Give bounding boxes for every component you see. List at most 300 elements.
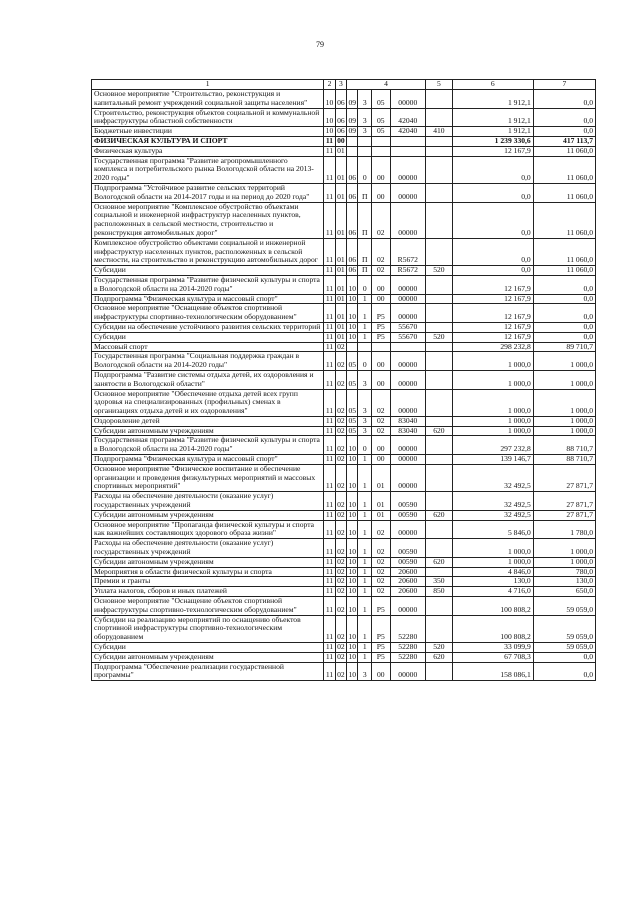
table-row	[92, 156, 596, 183]
section-code-cell: 11	[324, 352, 335, 371]
amount-col6-cell: 12 167,9	[452, 304, 533, 323]
table-row	[92, 352, 596, 371]
program-code-cell: 10	[347, 539, 358, 558]
subsection-code-cell: 01	[337, 294, 345, 303]
direction-code-cell: 00590	[390, 539, 425, 558]
row-name-cell: Субсидии	[92, 643, 324, 653]
direction-code-cell: 00000	[390, 304, 425, 323]
column-header-3: 3	[335, 80, 346, 90]
direction-code-cell	[390, 342, 425, 352]
table-row	[92, 342, 596, 352]
direction-code-cell: 42040	[390, 127, 425, 137]
amount-col6-cell: 0,0	[452, 238, 533, 265]
expense-type-cell	[425, 294, 452, 304]
program-code-cell: 05	[348, 426, 357, 435]
subsection-code-cell: 01	[337, 146, 345, 155]
section-code-cell: 11	[324, 294, 335, 304]
direction-code-cell: 00000	[390, 389, 425, 416]
expense-type-cell: 520	[425, 643, 452, 653]
direction-code-cell: 00000	[390, 90, 425, 109]
amount-col6-cell: 33 099,9	[452, 643, 533, 653]
column-header-4: 4	[347, 80, 426, 90]
expense-type-cell	[425, 156, 452, 183]
section-code-cell: 11	[324, 652, 335, 662]
section-code-cell: 11	[324, 510, 335, 520]
subsection-code-cell: 01	[335, 202, 346, 238]
subsection-code-cell: 00	[337, 136, 345, 145]
subsection-code-cell: 01	[335, 275, 346, 294]
row-name-cell: Субсидии	[92, 266, 324, 276]
section-code-cell: 11	[324, 389, 335, 416]
activity-code-cell: 02	[371, 567, 390, 577]
table-body	[92, 90, 596, 681]
row-name-cell: Основное мероприятие "Оснащение объектов спортивной инфраструктуры спортивно-технологическим оборудованием"	[92, 304, 324, 323]
subsection-code-cell: 02	[337, 576, 345, 586]
subprogram-code-cell: 3	[358, 416, 371, 426]
subprogram-code-cell: 1	[358, 587, 371, 597]
amount-col7-cell: 1 000,0	[533, 426, 595, 436]
expense-type-cell	[425, 238, 452, 265]
expense-type-cell	[425, 389, 452, 416]
section-code-cell: 11	[324, 662, 335, 681]
subsection-code-cell: 01	[335, 238, 346, 265]
row-name-cell: Физическая культура	[92, 146, 324, 156]
activity-code-cell: 05	[371, 127, 390, 137]
table-row	[92, 577, 596, 587]
program-code-cell: 05	[347, 370, 358, 389]
activity-code-cell: 01	[371, 464, 390, 491]
program-code-cell: 10	[347, 520, 358, 539]
subprogram-code-cell: П	[358, 266, 371, 276]
subsection-code-cell: 02	[335, 436, 346, 455]
activity-code-cell: 00	[371, 183, 390, 202]
activity-code-cell: P5	[371, 652, 390, 662]
program-code-cell: 10	[347, 275, 358, 294]
activity-code-cell: 01	[371, 492, 390, 511]
direction-code-cell: R5672	[390, 238, 425, 265]
section-code-cell: 11	[324, 520, 335, 539]
expense-type-cell	[425, 597, 452, 616]
activity-code-cell: 00	[371, 275, 390, 294]
direction-code-cell: 52280	[390, 652, 425, 662]
section-code-cell: 11	[324, 183, 335, 202]
amount-col7-cell: 88 710,7	[533, 436, 595, 455]
subsection-code-cell: 06	[337, 126, 345, 136]
direction-code-cell: 00000	[390, 662, 425, 681]
program-code-cell: 10	[348, 294, 357, 303]
table-row	[92, 294, 596, 304]
subprogram-code-cell: 1	[358, 643, 371, 653]
subprogram-code-cell: П	[358, 183, 371, 202]
expense-type-cell	[425, 322, 452, 332]
direction-code-cell: 83040	[390, 416, 425, 426]
direction-code-cell: 00000	[390, 202, 425, 238]
column-header-7: 7	[533, 80, 595, 90]
direction-code-cell: 00590	[390, 510, 425, 520]
activity-code-cell: 00	[371, 352, 390, 371]
subprogram-code-cell: 1	[358, 520, 371, 539]
table-row	[92, 587, 596, 597]
page-number: 79	[316, 40, 324, 49]
section-code-cell: 11	[324, 202, 335, 238]
expense-type-cell	[425, 615, 452, 642]
section-code-cell: 11	[324, 332, 335, 342]
expense-type-cell: 850	[425, 587, 452, 597]
subprogram-code-cell	[358, 146, 371, 156]
subsection-code-cell: 01	[337, 265, 345, 275]
activity-code-cell: 00	[371, 294, 390, 304]
direction-code-cell: 42040	[390, 108, 425, 127]
subsection-code-cell: 02	[337, 567, 345, 576]
direction-code-cell: 20600	[390, 577, 425, 587]
row-name-cell: Подпрограмма "Физическая культура и массовый спорт"	[92, 455, 324, 465]
expense-type-cell	[425, 108, 452, 127]
section-code-cell: 11	[324, 146, 335, 156]
section-code-cell: 11	[324, 436, 335, 455]
expense-type-cell: 410	[425, 127, 452, 137]
amount-col7-cell: 0,0	[533, 662, 595, 681]
activity-code-cell: 00	[371, 436, 390, 455]
program-code-cell: 10	[348, 586, 357, 596]
direction-code-cell: 00000	[390, 294, 425, 304]
program-code-cell: 10	[348, 642, 357, 652]
amount-col6-cell: 12 167,9	[452, 275, 533, 294]
activity-code-cell: 00	[371, 455, 390, 465]
program-code-cell: 10	[347, 492, 358, 511]
table-row	[92, 304, 596, 323]
row-name-cell: Государственная программа "Развитие агропромышленного комплекса и потребительского рынка Вологодской области на 2013-2020 годы"	[92, 156, 324, 183]
activity-code-cell: P5	[371, 615, 390, 642]
row-name-cell: Расходы на обеспечение деятельности (оказание услуг) государственных учреждений	[92, 539, 324, 558]
program-code-cell: 10	[348, 652, 357, 661]
activity-code-cell: P5	[371, 322, 390, 332]
amount-col6-cell: 0,0	[452, 266, 533, 276]
table-row	[92, 539, 596, 558]
row-name-cell: Подпрограмма "Устойчивое развитие сельских территорий Вологодской области на 2014-2017 годы и на период до 2020 года"	[92, 183, 324, 202]
amount-col6-cell: 0,0	[452, 183, 533, 202]
row-name-cell: ФИЗИЧЕСКАЯ КУЛЬТУРА И СПОРТ	[92, 136, 324, 146]
amount-col7-cell: 650,0	[533, 587, 595, 597]
subsection-code-cell: 02	[335, 492, 346, 511]
table-row	[92, 275, 596, 294]
expense-type-cell	[425, 416, 452, 426]
activity-code-cell: 01	[371, 510, 390, 520]
section-code-cell: 11	[324, 455, 335, 465]
program-code-cell: 05	[347, 352, 358, 371]
subsection-code-cell: 02	[337, 416, 345, 425]
amount-col7-cell: 0,0	[533, 127, 595, 137]
subsection-code-cell: 02	[337, 510, 345, 519]
activity-code-cell: 02	[371, 587, 390, 597]
program-code-cell: 06	[347, 202, 358, 238]
section-code-cell: 11	[324, 370, 335, 389]
subsection-code-cell: 02	[335, 520, 346, 539]
amount-col6-cell: 1 000,0	[452, 426, 533, 436]
program-code-cell: 10	[348, 332, 357, 341]
expense-type-cell	[425, 455, 452, 465]
subsection-code-cell: 02	[337, 586, 345, 596]
table-row	[92, 492, 596, 511]
amount-col7-cell: 11 060,0	[533, 266, 595, 276]
expense-type-cell: 620	[425, 510, 452, 520]
program-code-cell: 10	[348, 510, 357, 519]
activity-code-cell: 02	[371, 520, 390, 539]
expense-type-cell	[425, 539, 452, 558]
section-code-cell: 11	[324, 322, 335, 332]
amount-col7-cell: 11 060,0	[533, 202, 595, 238]
amount-col7-cell: 1 000,0	[533, 389, 595, 416]
subprogram-code-cell: 1	[358, 577, 371, 587]
column-header-5: 5	[425, 80, 452, 90]
table-row	[92, 662, 596, 681]
row-name-cell: Государственная программа "Развитие физической культуры и спорта в Вологодской области на 2014-2020 годы"	[92, 275, 324, 294]
row-name-cell: Основное мероприятие "Пропаганда физической культуры и спорта как важнейших составляющих здорового образа жизни"	[92, 520, 324, 539]
expense-type-cell	[425, 492, 452, 511]
program-code-cell: 05	[347, 389, 358, 416]
direction-code-cell: 83040	[390, 426, 425, 436]
amount-col6-cell: 298 232,8	[452, 342, 533, 352]
subsection-code-cell: 02	[337, 642, 345, 652]
table-row	[92, 597, 596, 616]
table-row	[92, 202, 596, 238]
section-code-cell: 11	[324, 304, 335, 323]
subsection-code-cell: 02	[335, 370, 346, 389]
amount-col6-cell: 100 808,2	[452, 615, 533, 642]
amount-col6-cell: 139 146,7	[452, 455, 533, 465]
table-row	[92, 557, 596, 567]
table-row	[92, 90, 596, 109]
program-code-cell: 05	[348, 416, 357, 425]
program-code-cell: 06	[347, 183, 358, 202]
activity-code-cell: 00	[371, 662, 390, 681]
row-name-cell: Субсидии автономным учреждениям	[92, 652, 324, 662]
direction-code-cell: 55670	[390, 332, 425, 342]
row-name-cell: Основное мероприятие "Физическое воспитание и обеспечение организации и проведения физкультурных мероприятий и массовых спортивных мероприятий"	[92, 464, 324, 491]
row-name-cell: Подпрограмма "Физическая культура и массовый спорт"	[92, 294, 324, 304]
table-row	[92, 322, 596, 332]
program-code-cell: 10	[348, 322, 357, 331]
table-row	[92, 416, 596, 426]
program-code-cell: 10	[348, 576, 357, 586]
subsection-code-cell: 02	[335, 615, 346, 642]
amount-col6-cell: 1 239 330,6	[452, 136, 533, 146]
activity-code-cell: P5	[371, 643, 390, 653]
amount-col6-cell: 4 846,0	[452, 567, 533, 577]
activity-code-cell: 02	[371, 389, 390, 416]
subprogram-code-cell: 3	[358, 370, 371, 389]
table-row	[92, 436, 596, 455]
amount-col7-cell: 1 000,0	[533, 416, 595, 426]
row-name-cell: Комплексное обустройство объектами социальной и инженерной инфраструктур населенных пунктов, расположенных в сельской местности, на строительство и реконструкцию автомобильных дорог	[92, 238, 324, 265]
direction-code-cell: 52280	[390, 643, 425, 653]
activity-code-cell: 02	[371, 266, 390, 276]
row-name-cell: Бюджетные инвестиции	[92, 127, 324, 137]
subprogram-code-cell: 0	[358, 275, 371, 294]
section-code-cell: 11	[324, 557, 335, 567]
row-name-cell: Субсидии автономным учреждениям	[92, 557, 324, 567]
subprogram-code-cell	[358, 136, 371, 146]
row-name-cell: Уплата налогов, сборов и иных платежей	[92, 587, 324, 597]
amount-col6-cell: 12 167,9	[452, 146, 533, 156]
subsection-code-cell: 02	[335, 464, 346, 491]
activity-code-cell: 02	[371, 577, 390, 587]
program-code-cell	[347, 342, 358, 352]
subprogram-code-cell: 1	[358, 510, 371, 520]
subsection-code-cell: 02	[337, 426, 345, 435]
amount-col7-cell: 0,0	[533, 275, 595, 294]
program-code-cell: 06	[348, 265, 357, 275]
section-code-cell: 10	[325, 126, 334, 136]
program-code-cell: 10	[347, 662, 358, 681]
expense-type-cell	[425, 202, 452, 238]
subsection-code-cell: 02	[335, 662, 346, 681]
amount-col6-cell: 12 167,9	[452, 332, 533, 342]
subsection-code-cell: 02	[335, 597, 346, 616]
subprogram-code-cell: 1	[358, 304, 371, 323]
row-name-cell: Подпрограмма "Обеспечение реализации государственной программы"	[92, 662, 324, 681]
amount-col6-cell: 1 000,0	[452, 352, 533, 371]
budget-table	[91, 79, 596, 681]
amount-col7-cell: 0,0	[533, 322, 595, 332]
amount-col7-cell: 130,0	[533, 577, 595, 587]
direction-code-cell: 00590	[390, 557, 425, 567]
program-code-cell: 06	[347, 238, 358, 265]
amount-col7-cell: 11 060,0	[533, 183, 595, 202]
subsection-code-cell: 02	[335, 352, 346, 371]
amount-col6-cell: 1 912,1	[452, 108, 533, 127]
program-code-cell	[347, 146, 358, 156]
subsection-code-cell: 02	[337, 652, 345, 661]
expense-type-cell	[425, 436, 452, 455]
table-row	[92, 136, 596, 146]
program-code-cell	[347, 136, 358, 146]
amount-col7-cell: 1 000,0	[533, 352, 595, 371]
subsection-code-cell: 06	[335, 90, 346, 109]
program-code-cell: 10	[347, 597, 358, 616]
program-code-cell: 09	[347, 90, 358, 109]
subsection-code-cell: 01	[337, 322, 345, 331]
amount-col6-cell: 12 167,9	[452, 294, 533, 304]
program-code-cell: 10	[347, 304, 358, 323]
direction-code-cell	[390, 136, 425, 146]
amount-col6-cell: 158 086,1	[452, 662, 533, 681]
column-header-row	[92, 80, 596, 90]
table-row	[92, 238, 596, 265]
program-code-cell: 10	[347, 464, 358, 491]
subsection-code-cell: 02	[335, 389, 346, 416]
program-code-cell: 10	[348, 454, 357, 464]
row-name-cell: Субсидии автономным учреждениям	[92, 510, 324, 520]
subprogram-code-cell: 0	[358, 352, 371, 371]
expense-type-cell	[425, 304, 452, 323]
table-row	[92, 510, 596, 520]
subsection-code-cell: 01	[337, 332, 345, 341]
row-name-cell: Оздоровление детей	[92, 416, 324, 426]
amount-col6-cell: 1 912,1	[452, 127, 533, 137]
amount-col7-cell: 1 780,0	[533, 520, 595, 539]
section-code-cell: 11	[324, 597, 335, 616]
table-row	[92, 108, 596, 127]
subprogram-code-cell: П	[358, 202, 371, 238]
direction-code-cell: R5672	[390, 266, 425, 276]
amount-col7-cell: 1 000,0	[533, 370, 595, 389]
table-row	[92, 389, 596, 416]
activity-code-cell: 02	[371, 426, 390, 436]
section-code-cell: 11	[324, 416, 335, 426]
amount-col7-cell: 89 710,7	[533, 342, 595, 352]
direction-code-cell: 00000	[390, 436, 425, 455]
table-row	[92, 643, 596, 653]
table-row	[92, 370, 596, 389]
amount-col6-cell: 0,0	[452, 156, 533, 183]
direction-code-cell: 00000	[390, 520, 425, 539]
program-code-cell: 06	[347, 156, 358, 183]
subsection-code-cell: 06	[335, 108, 346, 127]
amount-col7-cell: 0,0	[533, 294, 595, 304]
program-code-cell: 10	[348, 567, 357, 576]
activity-code-cell	[371, 342, 390, 352]
amount-col6-cell: 130,0	[452, 577, 533, 587]
amount-col7-cell: 27 871,7	[533, 492, 595, 511]
row-name-cell: Основное мероприятие "Оснащение объектов спортивной инфраструктуры спортивно-технологическим оборудованием"	[92, 597, 324, 616]
table-row	[92, 183, 596, 202]
row-name-cell: Государственная программа "Развитие физической культуры и спорта в Вологодской области на 2014-2020 годы"	[92, 436, 324, 455]
program-code-cell: 09	[348, 126, 357, 136]
activity-code-cell: 02	[371, 557, 390, 567]
row-name-cell: Расходы на обеспечение деятельности (оказание услуг) государственных учреждений	[92, 492, 324, 511]
direction-code-cell: 00590	[390, 492, 425, 511]
row-name-cell: Основное мероприятие "Обеспечение отдыха детей всех групп здоровья на специализированных (профильных) сменах в организациях отдыха детей и их оздоровления"	[92, 389, 324, 416]
amount-col6-cell: 1 000,0	[452, 416, 533, 426]
subprogram-code-cell: 3	[358, 662, 371, 681]
amount-col7-cell: 11 060,0	[533, 156, 595, 183]
section-code-cell: 11	[324, 615, 335, 642]
amount-col6-cell: 297 232,8	[452, 436, 533, 455]
direction-code-cell: 00000	[390, 455, 425, 465]
expense-type-cell	[425, 662, 452, 681]
activity-code-cell: 02	[371, 238, 390, 265]
activity-code-cell: P5	[371, 597, 390, 616]
activity-code-cell: 00	[371, 156, 390, 183]
amount-col7-cell: 0,0	[533, 108, 595, 127]
table-row	[92, 464, 596, 491]
activity-code-cell: 00	[371, 370, 390, 389]
table-row	[92, 455, 596, 465]
row-name-cell: Государственная программа "Социальная поддержка граждан в Вологодской области на 2014-2020 годы"	[92, 352, 324, 371]
subprogram-code-cell: 1	[358, 464, 371, 491]
direction-code-cell: 00000	[390, 156, 425, 183]
subsection-code-cell: 02	[337, 342, 345, 351]
expense-type-cell: 620	[425, 426, 452, 436]
direction-code-cell: 00000	[390, 597, 425, 616]
row-name-cell: Субсидии автономным учреждениям	[92, 426, 324, 436]
expense-type-cell: 520	[425, 266, 452, 276]
amount-col6-cell: 100 808,2	[452, 597, 533, 616]
amount-col6-cell: 32 492,5	[452, 464, 533, 491]
section-code-cell: 11	[324, 156, 335, 183]
subprogram-code-cell: 3	[358, 127, 371, 137]
subsection-code-cell: 02	[337, 454, 345, 464]
subprogram-code-cell: 1	[358, 652, 371, 662]
row-name-cell: Строительство, реконструкция объектов социальной и коммунальной инфраструктуры областной собственности	[92, 108, 324, 127]
amount-col7-cell: 1 000,0	[533, 539, 595, 558]
expense-type-cell	[425, 342, 452, 352]
amount-col7-cell: 0,0	[533, 332, 595, 342]
section-code-cell: 11	[324, 492, 335, 511]
section-code-cell: 11	[324, 238, 335, 265]
amount-col6-cell: 1 000,0	[452, 389, 533, 416]
amount-col7-cell: 0,0	[533, 652, 595, 662]
